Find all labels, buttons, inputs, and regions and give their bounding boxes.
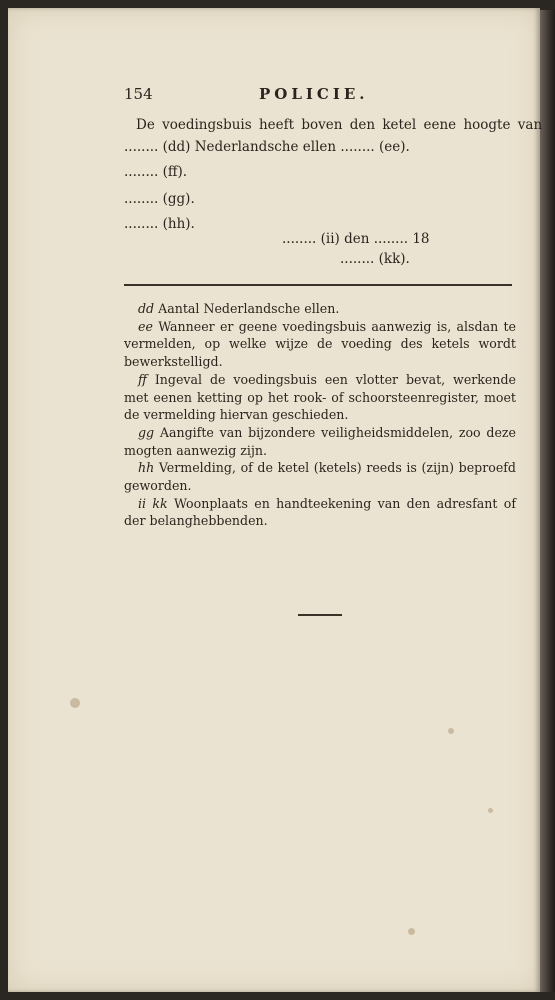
- form-line: ........ (hh).: [124, 216, 195, 232]
- footnote-tag: hh: [138, 460, 155, 476]
- footnote-tag: ee: [138, 318, 153, 334]
- form-line: De voedingsbuis heeft boven den ketel eene hoogte van: [136, 117, 543, 133]
- paper-stain: [408, 928, 415, 935]
- footnote-text: Ingeval de voedingsbuis een vlotter bevat, werkende met eenen ketting op het rook- of schoorsteenregister, moet de vermelding hiervan geschieden.: [124, 371, 516, 423]
- page-edge: [540, 10, 555, 992]
- footnote: [124, 318, 516, 371]
- footnote-text: Aangifte van bijzondere veiligheidsmiddelen, zoo deze mogten aanwezig zijn.: [124, 424, 516, 458]
- footnote: [124, 371, 516, 424]
- page-number: 154: [124, 85, 153, 103]
- paper-stain: [448, 728, 454, 734]
- footnote: [124, 300, 516, 318]
- running-title: POLICIE.: [259, 85, 369, 103]
- footnote: [124, 495, 516, 530]
- form-line: ........ (ff).: [124, 164, 188, 180]
- footnote-text: Aantal Nederlandsche ellen.: [154, 301, 340, 316]
- footnotes: [124, 300, 516, 530]
- footnote-tag: ii kk: [138, 495, 168, 511]
- form-line: ........ (ii) den ........ 18: [282, 231, 430, 247]
- end-ornament-rule: [298, 614, 342, 616]
- footnote-text: Wanneer er geene voedingsbuis aanwezig is, alsdan te vermelden, op welke wijze de voeding des ketels wordt bewerkstelligd.: [124, 318, 516, 370]
- page-header: [124, 85, 514, 105]
- form-line: ........ (dd) Nederlandsche ellen ........ (ee).: [124, 139, 410, 155]
- form-line: ........ (kk).: [340, 251, 410, 267]
- footnote: [124, 424, 516, 459]
- footnote-tag: ff: [138, 371, 147, 387]
- paper-stain: [488, 808, 493, 813]
- footnote-tag: gg: [138, 424, 155, 440]
- footnote-text: Woonplaats en handteekening van den adresfant of der belanghebbenden.: [124, 495, 516, 529]
- paper-stain: [70, 698, 80, 708]
- footnote-text: Vermelding, of de ketel (ketels) reeds is (zijn) beproefd geworden.: [124, 460, 516, 494]
- footnote-rule: [124, 284, 512, 286]
- footnote: [124, 459, 516, 494]
- form-line: ........ (gg).: [124, 191, 195, 207]
- footnote-tag: dd: [138, 301, 155, 316]
